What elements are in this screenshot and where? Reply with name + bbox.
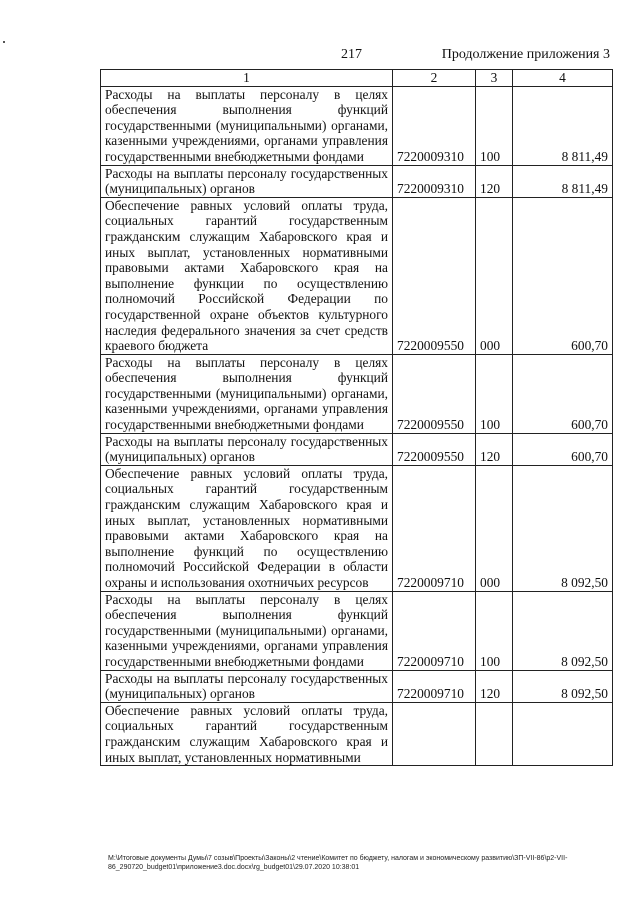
budget-table: [100, 69, 613, 766]
row-description: Расходы на выплаты персоналу в целях обеспечения выполнения функций государственными (муниципальными) органами, казенными учреждениями, органами управления государственными внебюджетными фондами: [101, 86, 393, 165]
row-description: Обеспечение равных условий оплаты труда, социальных гарантий государственным гражданским служащим Хабаровского края и иных выплат, установленных нормативными правовыми актами Хабаровского края на выполнение функции по осуществлению полномочий Российской Федерации по государственной охране объектов культурного наследия федерального значения за счет средств краевого бюджета: [101, 197, 393, 354]
row-target-code: 7220009710: [393, 670, 476, 702]
column-header-2: 2: [393, 70, 476, 87]
row-expense-type: 100: [476, 591, 513, 670]
row-amount: 8 811,49: [513, 86, 613, 165]
column-header-3: 3: [476, 70, 513, 87]
row-expense-type: 120: [476, 433, 513, 465]
row-description: Обеспечение равных условий оплаты труда, социальных гарантий государственным гражданским служащим Хабаровского края и иных выплат, установленных нормативными: [101, 702, 393, 765]
row-target-code: 7220009710: [393, 591, 476, 670]
column-header-4: 4: [513, 70, 613, 87]
row-amount: 8 092,50: [513, 591, 613, 670]
row-target-code: [393, 702, 476, 765]
row-amount: [513, 702, 613, 765]
row-expense-type: 000: [476, 197, 513, 354]
table-row: [101, 354, 613, 433]
row-description: Расходы на выплаты персоналу государственных (муниципальных) органов: [101, 670, 393, 702]
page-number: 217: [341, 47, 362, 62]
row-amount: 8 092,50: [513, 465, 613, 591]
table-row: [101, 465, 613, 591]
row-description: Расходы на выплаты персоналу государственных (муниципальных) органов: [101, 433, 393, 465]
table-row: [101, 165, 613, 197]
row-target-code: 7220009550: [393, 433, 476, 465]
row-description: Расходы на выплаты персоналу в целях обеспечения выполнения функций государственными (муниципальными) органами, казенными учреждениями, органами управления государственными внебюджетными фондами: [101, 591, 393, 670]
row-amount: 600,70: [513, 197, 613, 354]
row-target-code: 7220009310: [393, 86, 476, 165]
table-row: [101, 197, 613, 354]
row-amount: 600,70: [513, 433, 613, 465]
row-description: Обеспечение равных условий оплаты труда, социальных гарантий государственным гражданским служащим Хабаровского края и иных выплат, установленных нормативными правовыми актами Хабаровского края на выполнение функций по осуществлению полномочий Российской Федерации в области охраны и использования охотничьих ресурсов: [101, 465, 393, 591]
file-path-footer: M:\Итоговые документы Думы\7 созыв\Проекты\Законы\2 чтение\Комитет по бюджету, налогам и экономическому развитию\ЗП-VII-86\p2-VII-86_290720_budget01\приложение3.doc.docx\rg_budget01\29.07.2020 10:38:01: [108, 855, 568, 871]
column-header-1: 1: [101, 70, 393, 87]
row-expense-type: 100: [476, 86, 513, 165]
table-row: [101, 86, 613, 165]
row-expense-type: 000: [476, 465, 513, 591]
scan-edge-mark: [3, 41, 5, 43]
row-description: Расходы на выплаты персоналу государственных (муниципальных) органов: [101, 165, 393, 197]
row-target-code: 7220009710: [393, 465, 476, 591]
page-header: [0, 47, 640, 67]
row-amount: 8 092,50: [513, 670, 613, 702]
table-row: [101, 670, 613, 702]
table-row: [101, 702, 613, 765]
row-description: Расходы на выплаты персоналу в целях обеспечения выполнения функций государственными (муниципальными) органами, казенными учреждениями, органами управления государственными внебюджетными фондами: [101, 354, 393, 433]
table-row: [101, 433, 613, 465]
row-expense-type: 100: [476, 354, 513, 433]
table-row: [101, 591, 613, 670]
row-amount: 8 811,49: [513, 165, 613, 197]
row-target-code: 7220009550: [393, 354, 476, 433]
row-expense-type: 120: [476, 165, 513, 197]
row-target-code: 7220009310: [393, 165, 476, 197]
row-expense-type: 120: [476, 670, 513, 702]
row-expense-type: [476, 702, 513, 765]
row-amount: 600,70: [513, 354, 613, 433]
column-number-row: [101, 70, 613, 87]
continuation-label: Продолжение приложения 3: [441, 47, 610, 62]
row-target-code: 7220009550: [393, 197, 476, 354]
